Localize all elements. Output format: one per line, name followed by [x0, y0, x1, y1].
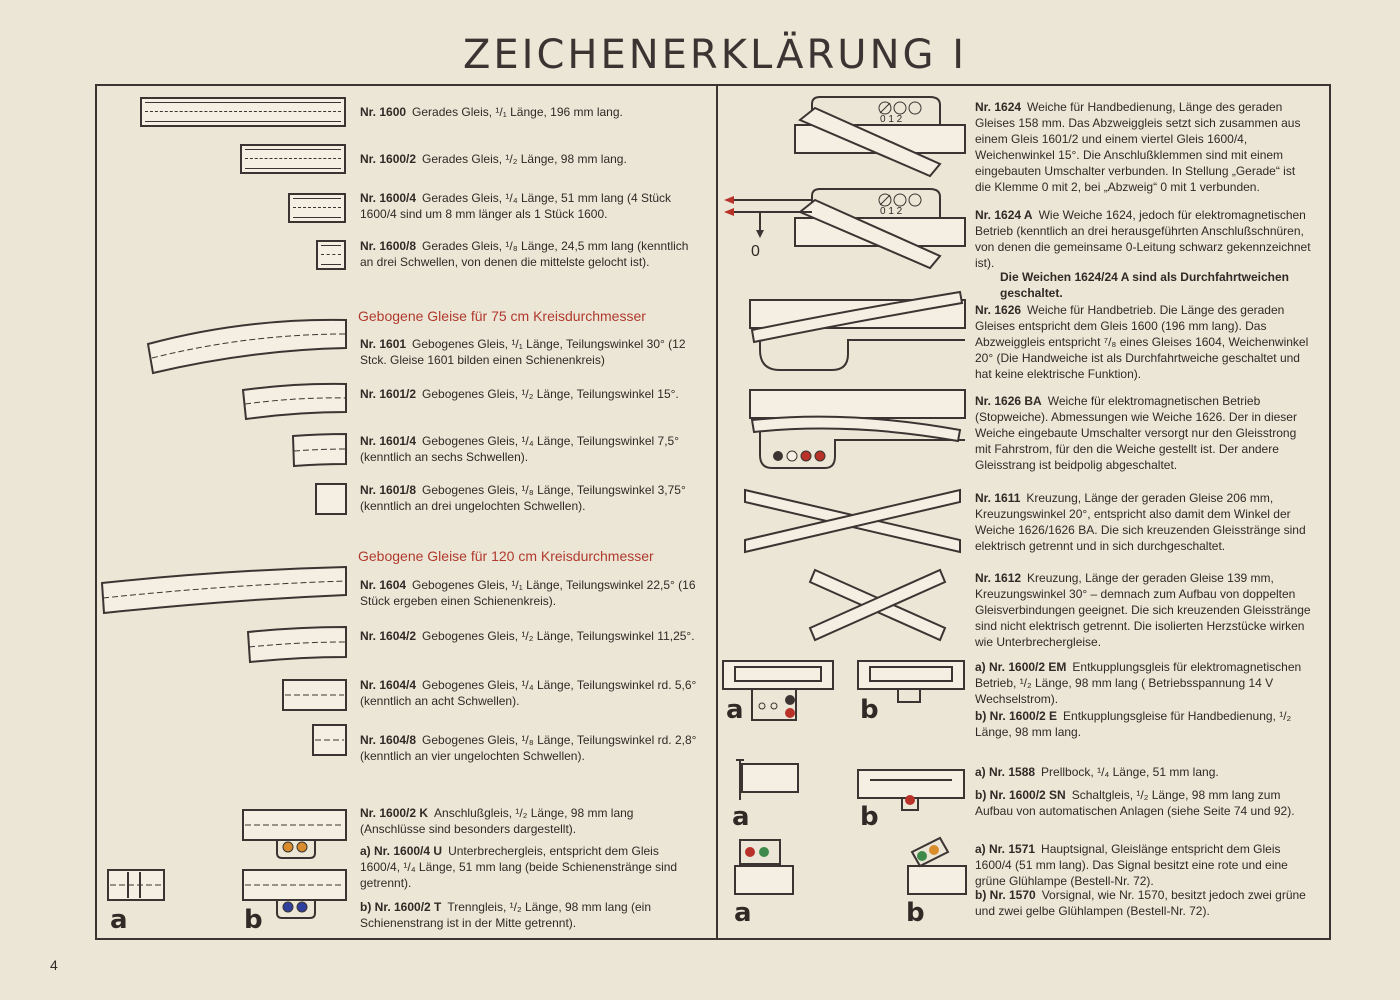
entry-1624-a: Nr. 1624 A Wie Weiche 1624, jedoch für elektromagnetischen Betrieb (kenntlich an drei herausgeführten Anschlußschnüren, von denen die gemeinsame 0-Leitung schwarz gekennzeichnet ist).	[975, 208, 1311, 270]
entry-1601-8: Nr. 1601/8 Gebogenes Gleis, ¹/₈ Länge, Teilungswinkel 3,75° (kenntlich an drei ungelochten Schwellen).	[360, 483, 686, 513]
entry-1570: b) Nr. 1570 Vorsignal, wie Nr. 1570, besitzt jedoch zwei grüne und zwei gelbe Glühlampen (Bestell-Nr. 72).	[975, 888, 1306, 918]
label-a-prellbock: a	[732, 802, 750, 832]
label-b-vorsignal: b	[906, 898, 925, 928]
label-b-left: b	[244, 905, 263, 935]
entry-1571: a) Nr. 1571 Hauptsignal, Gleislänge entspricht dem Gleis 1600/4 (51 mm lang). Das Signal besitzt eine rote und eine grüne Glühlampe (Bestell-Nr. 72).	[975, 842, 1288, 888]
label-b-schaltgleis: b	[860, 802, 879, 832]
heading-75cm: Gebogene Gleise für 75 cm Kreisdurchmesser	[358, 308, 646, 324]
heading-120cm: Gebogene Gleise für 120 cm Kreisdurchmesser	[358, 548, 654, 564]
entry-1600-2-e: b) Nr. 1600/2 E Entkupplungsgleise für Handbedienung, ¹/₂ Länge, 98 mm lang.	[975, 709, 1292, 739]
entry-1600-2-t: b) Nr. 1600/2 T Trenngleis, ¹/₂ Länge, 98 mm lang (ein Schienenstrang ist in der Mitte getrennt).	[360, 900, 652, 930]
entry-1604-2: Nr. 1604/2 Gebogenes Gleis, ¹/₂ Länge, Teilungswinkel 11,25°.	[360, 629, 695, 643]
entry-1604: Nr. 1604 Gebogenes Gleis, ¹/₁ Länge, Teilungswinkel 22,5° (16 Stück ergeben einen Schienenkreis).	[360, 578, 696, 608]
entry-1611: Nr. 1611 Kreuzung, Länge der geraden Gleise 206 mm, Kreuzungswinkel 20°, entspricht also damit dem Winkel der Weiche 1626/1626 BA. Die sich kreuzenden Gleisstränge sind elektrisch getrennt und in sich durchgeschaltet.	[975, 491, 1306, 553]
entry-1601-2: Nr. 1601/2 Gebogenes Gleis, ¹/₂ Länge, Teilungswinkel 15°.	[360, 387, 679, 401]
switch-terminal-marks-2: 0 1 2	[880, 206, 903, 217]
entry-1600-4-u: a) Nr. 1600/4 U Unterbrechergleis, entspricht dem Gleis 1600/4, ¹/₄ Länge, 51 mm lang (beide Schienenstränge sind getrennt).	[360, 844, 678, 890]
entry-1600-2: Nr. 1600/2 Gerades Gleis, ¹/₂ Länge, 98 mm lang.	[360, 152, 627, 166]
entry-1600: Nr. 1600 Gerades Gleis, ¹/₁ Länge, 196 mm lang.	[360, 105, 623, 119]
entry-1588: a) Nr. 1588 Prellbock, ¹/₄ Länge, 51 mm lang.	[975, 765, 1219, 779]
entry-1601: Nr. 1601 Gebogenes Gleis, ¹/₁ Länge, Teilungswinkel 30° (12 Stck. Gleise 1601 bilden einen Schienenkreis)	[360, 337, 686, 367]
entry-1600-2-sn: b) Nr. 1600/2 SN Schaltgleis, ¹/₂ Länge, 98 mm lang zum Aufbau von automatischen Anlagen (siehe Seite 74 und 92).	[975, 788, 1295, 818]
entry-1600-2-k: Nr. 1600/2 K Anschlußgleis, ¹/₂ Länge, 98 mm lang (Anschlüsse sind besonders dargestellt).	[360, 806, 634, 836]
zero-lead-label: 0	[751, 243, 760, 260]
note-durchfahrtweichen: Die Weichen 1624/24 A sind als Durchfahrtweichen geschaltet.	[1000, 270, 1289, 300]
entry-1626: Nr. 1626 Weiche für Handbetrieb. Die Länge des geraden Gleises entspricht dem Gleis 1600 (196 mm lang). Das Abzweiggleis entspricht ⁷/₈ eines Gleises 1604, Weichenwinkel 20° (Die Handweiche ist als Durchfahrtweiche geschaltet und hat keine elektrische Funktion).	[975, 303, 1309, 381]
page-number: 4	[50, 957, 58, 973]
entry-1626-ba: Nr. 1626 BA Weiche für elektromagnetischen Betrieb (Stopweiche). Abmessungen wie Weiche 1626. Der in dieser Weiche eingebaute Umschalter versorgt nur den Gleisstrong mit Fahrstrom, für den die Weiche gestellt ist. Der andere Gleisstrang ist beidpolig abgeschaltet.	[975, 394, 1297, 472]
label-b-e: b	[860, 695, 879, 725]
entry-1600-8: Nr. 1600/8 Gerades Gleis, ¹/₈ Länge, 24,5 mm lang (kenntlich an drei Schwellen, von denen die mittelste gelocht ist).	[360, 239, 689, 269]
entry-1601-4: Nr. 1601/4 Gebogenes Gleis, ¹/₄ Länge, Teilungswinkel 7,5° (kenntlich an sechs Schwellen).	[360, 434, 680, 464]
entry-1624: Nr. 1624 Weiche für Handbedienung, Länge des geraden Gleises 158 mm. Das Abzweiggleis setzt sich zusammen aus einem Gleis 1601/2 und einem viertel Gleis 1600/4, Weichenwinkel 15°. Die Anschlußklemmen sind mit einem eingebauten Umschalter verbunden. In Stellung „Gerade“ ist die Klemme 0 mit 2, bei „Abzweig“ 0 mit 1 verbunden.	[975, 100, 1301, 194]
entry-1612: Nr. 1612 Kreuzung, Länge der geraden Gleise 139 mm, Kreuzungswinkel 30° – demnach zum Aufbau von doppelten Gleisverbindungen geeignet. Die sich kreuzenden Gleisstränge sind nicht elektrisch getrennt. Die isolierten Herzstücke wirken wie Unterbrechergleise.	[975, 571, 1311, 649]
entry-1600-4: Nr. 1600/4 Gerades Gleis, ¹/₄ Länge, 51 mm lang (4 Stück 1600/4 sind um 8 mm länger als 1 Stück 1600.	[360, 191, 672, 221]
label-a-em: a	[726, 695, 744, 725]
entry-1600-2-em: a) Nr. 1600/2 EM Entkupplungsgleis für elektromagnetischen Betrieb, ¹/₂ Länge, 98 mm lang ( Betriebsspannung 14 V Wechselstrom).	[975, 660, 1302, 706]
label-a-hauptsignal: a	[734, 898, 752, 928]
entry-1604-4: Nr. 1604/4 Gebogenes Gleis, ¹/₄ Länge, Teilungswinkel rd. 5,6° (kenntlich an acht Schwellen).	[360, 678, 697, 708]
entry-1604-8: Nr. 1604/8 Gebogenes Gleis, ¹/₈ Länge, Teilungswinkel rd. 2,8° (kenntlich an vier ungelochten Schwellen).	[360, 733, 697, 763]
label-a-left: a	[110, 905, 128, 935]
switch-terminal-marks-1: 0 1 2	[880, 114, 903, 125]
page-title: ZEICHENERKLÄRUNG I	[462, 32, 968, 78]
